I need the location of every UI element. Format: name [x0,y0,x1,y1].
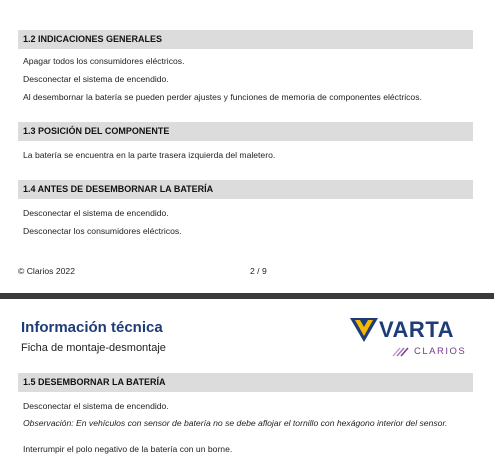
varta-wordmark: VARTA [379,317,455,342]
instruction-line: Apagar todos los consumidores eléctricos. [23,56,185,66]
footer-copyright: © Clarios 2022 [18,266,75,276]
clarios-wordmark: CLARIOS [414,346,467,357]
section-heading-1-2: 1.2 INDICACIONES GENERALES [18,30,473,49]
varta-clarios-logo [350,318,475,362]
instruction-line: Desconectar el sistema de encendido. [23,208,169,218]
instruction-line: Al desembornar la batería se pueden perder ajustes y funciones de memoria de componentes eléctricos. [23,92,422,102]
document-title: Información técnica [21,319,163,336]
instruction-line: La batería se encuentra en la parte trasera izquierda del maletero. [23,150,276,160]
observation-note: Observación: En vehículos con sensor de batería no se debe aflojar el tornillo con hexágono interior del sensor. [23,418,448,428]
clarios-mark-icon [392,347,412,357]
section-heading-1-3: 1.3 POSICIÓN DEL COMPONENTE [18,122,473,141]
instruction-line: Desconectar el sistema de encendido. [23,401,169,411]
instruction-line: Interrumpir el polo negativo de la batería con un borne. [23,444,233,454]
varta-shield-icon [350,318,378,342]
section-heading-1-5: 1.5 DESEMBORNAR LA BATERÍA [18,373,473,392]
document-subtitle: Ficha de montaje-desmontaje [21,342,166,354]
instruction-line: Desconectar el sistema de encendido. [23,74,169,84]
section-heading-1-4: 1.4 ANTES DE DESEMBORNAR LA BATERÍA [18,180,473,199]
footer-page-number: 2 / 9 [250,266,267,276]
instruction-line: Desconectar los consumidores eléctricos. [23,226,182,236]
